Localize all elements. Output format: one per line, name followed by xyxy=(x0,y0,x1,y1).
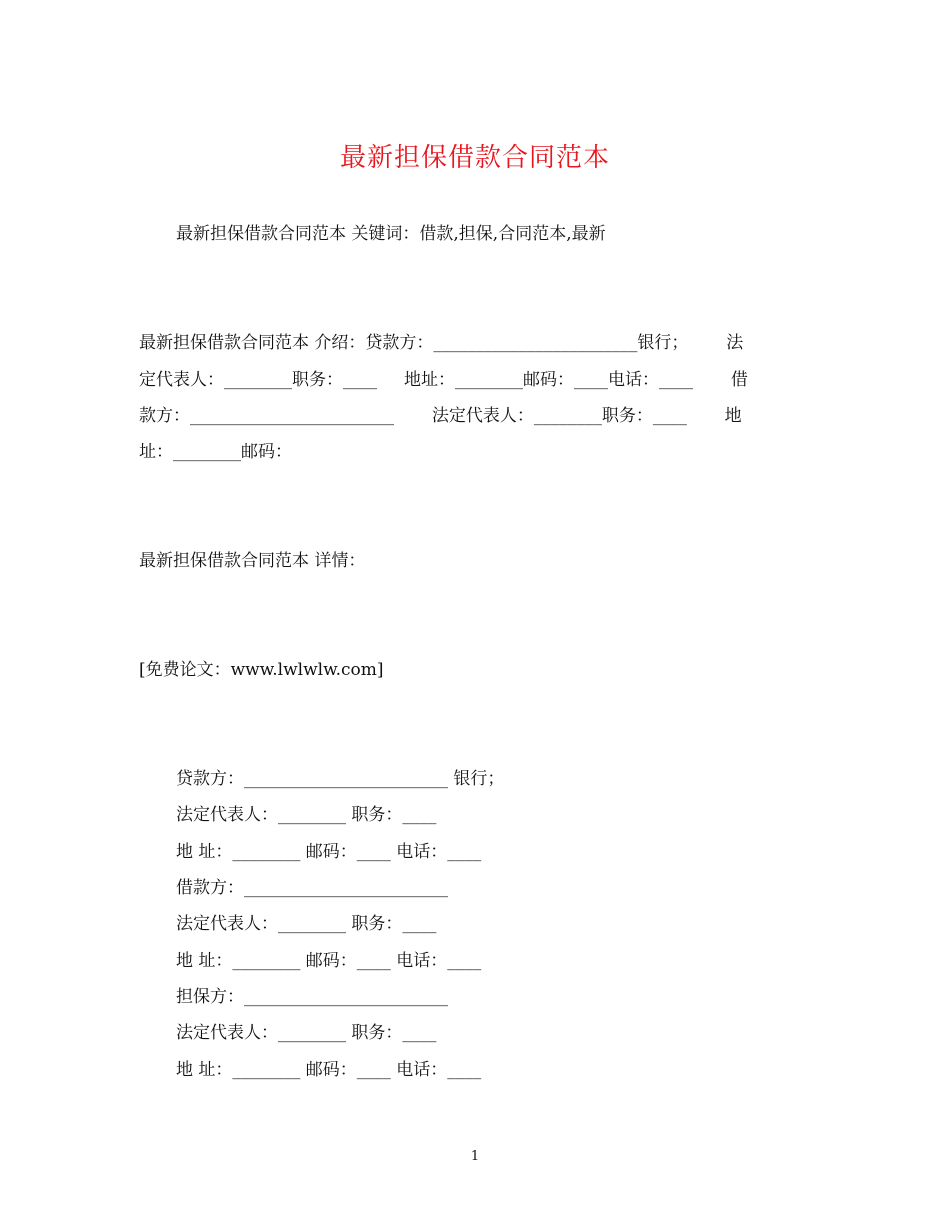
guarantor-representative-line: 法定代表人：________ 职务：____ xyxy=(176,1023,437,1043)
borrower-address-line: 地 址：________ 邮码：____ 电话：____ xyxy=(176,951,482,971)
keywords-line: 最新担保借款合同范本 关键词：借款,担保,合同范本,最新 xyxy=(176,224,606,244)
borrower-representative-line: 法定代表人：________ 职务：____ xyxy=(176,914,437,934)
lender-line: 贷款方：________________________ 银行； xyxy=(176,769,505,789)
source-link[interactable]: [免费论文：www.lwlwlw.com] xyxy=(139,660,384,680)
details-heading: 最新担保借款合同范本 详情： xyxy=(139,551,366,571)
intro-line-3: 款方：________________________ 法定代表人：________职务：____ 地 xyxy=(139,406,742,426)
guarantor-line: 担保方：________________________ xyxy=(176,987,448,1007)
lender-address-line: 地 址：________ 邮码：____ 电话：____ xyxy=(176,842,482,862)
intro-line-1: 最新担保借款合同范本 介绍：贷款方：________________________银行； 法 xyxy=(139,333,744,353)
borrower-line: 借款方：________________________ xyxy=(176,878,448,898)
lender-representative-line: 法定代表人：________ 职务：____ xyxy=(176,805,437,825)
intro-line-2: 定代表人：________职务：____ 地址：________邮码：____电话：____ 借 xyxy=(139,370,748,390)
intro-line-4: 址：________邮码： xyxy=(139,442,292,462)
page-number: 1 xyxy=(470,1149,480,1164)
document-title: 最新担保借款合同范本 xyxy=(339,143,610,173)
guarantor-address-line: 地 址：________ 邮码：____ 电话：____ xyxy=(176,1060,482,1080)
